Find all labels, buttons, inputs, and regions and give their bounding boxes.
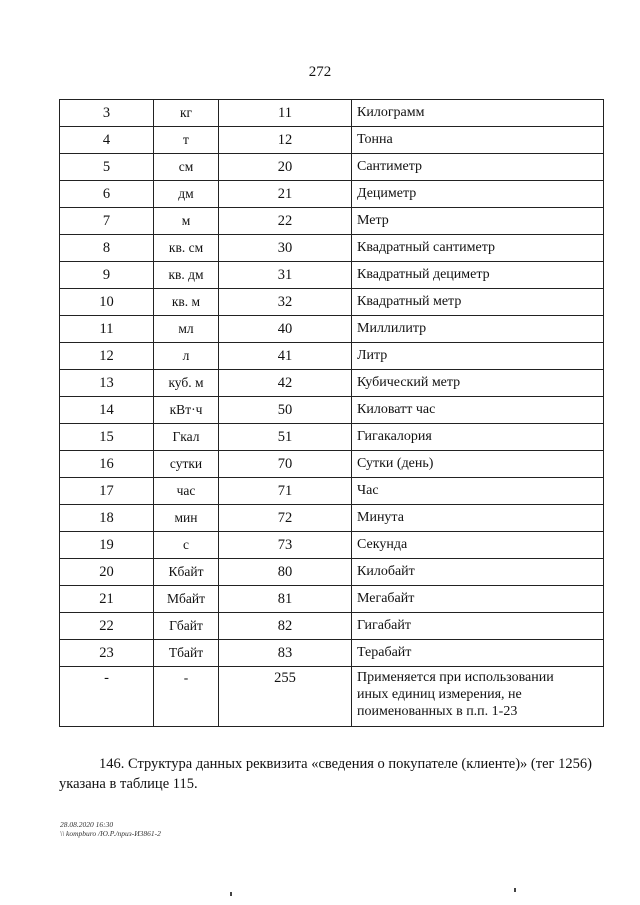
table-row: [60, 505, 604, 532]
footer-timestamp: 28.08.2020 16:30: [60, 820, 114, 829]
unit-code-cell: 80: [219, 559, 352, 586]
unit-name-cell: Киловатт час: [352, 397, 604, 424]
unit-code-cell: 70: [219, 451, 352, 478]
unit-code-cell: 83: [219, 640, 352, 667]
unit-symbol-cell: Гбайт: [154, 613, 219, 640]
unit-symbol-cell: мин: [154, 505, 219, 532]
unit-symbol-cell: л: [154, 343, 219, 370]
row-number-cell: 7: [60, 208, 154, 235]
unit-symbol-cell: куб. м: [154, 370, 219, 397]
unit-code-cell: 42: [219, 370, 352, 397]
unit-name-cell: Сантиметр: [352, 154, 604, 181]
row-number-cell: 16: [60, 451, 154, 478]
unit-code-cell: 72: [219, 505, 352, 532]
table-row: [60, 127, 604, 154]
unit-name-cell: Тонна: [352, 127, 604, 154]
unit-code-cell: 50: [219, 397, 352, 424]
table-row: [60, 262, 604, 289]
unit-symbol-cell: кв. дм: [154, 262, 219, 289]
unit-symbol-cell: кВт·ч: [154, 397, 219, 424]
unit-symbol-cell: см: [154, 154, 219, 181]
unit-symbol-cell: Гкал: [154, 424, 219, 451]
scan-mark: [514, 888, 516, 892]
paragraph-line: указана в таблице 115.: [59, 776, 198, 792]
unit-name-cell: Сутки (день): [352, 451, 604, 478]
unit-name-cell: Гигакалория: [352, 424, 604, 451]
unit-symbol-cell: дм: [154, 181, 219, 208]
unit-symbol-cell: -: [154, 667, 219, 727]
table-row: [60, 451, 604, 478]
unit-name-cell: Литр: [352, 343, 604, 370]
row-number-cell: 15: [60, 424, 154, 451]
row-number-cell: 10: [60, 289, 154, 316]
unit-symbol-cell: мл: [154, 316, 219, 343]
table-row: [60, 478, 604, 505]
unit-code-cell: 73: [219, 532, 352, 559]
row-number-cell: 14: [60, 397, 154, 424]
unit-symbol-cell: м: [154, 208, 219, 235]
table-row: [60, 343, 604, 370]
unit-name-cell: Кубический метр: [352, 370, 604, 397]
paragraph-line: 146. Структура данных реквизита «сведения о покупателе (клиенте)» (тег 1256): [99, 756, 592, 772]
row-number-cell: 3: [60, 100, 154, 127]
row-number-cell: 17: [60, 478, 154, 505]
units-table: [59, 99, 604, 727]
footer-file-path: \\ kompburo /Ю.Р./приз-И3861-2: [60, 829, 161, 838]
unit-symbol-cell: Мбайт: [154, 586, 219, 613]
unit-symbol-cell: Тбайт: [154, 640, 219, 667]
row-number-cell: 4: [60, 127, 154, 154]
unit-code-cell: 255: [219, 667, 352, 727]
unit-name-line: иных единиц измерения, не: [357, 687, 522, 702]
table-row: [60, 181, 604, 208]
row-number-cell: 21: [60, 586, 154, 613]
unit-name-cell: Килобайт: [352, 559, 604, 586]
row-number-cell: 13: [60, 370, 154, 397]
unit-symbol-cell: час: [154, 478, 219, 505]
table-row: [60, 424, 604, 451]
table-row: [60, 208, 604, 235]
unit-code-cell: 12: [219, 127, 352, 154]
row-number-cell: 5: [60, 154, 154, 181]
unit-name-cell: Квадратный сантиметр: [352, 235, 604, 262]
unit-code-cell: 71: [219, 478, 352, 505]
table-row: [60, 289, 604, 316]
row-number-cell: 6: [60, 181, 154, 208]
table-row: [60, 154, 604, 181]
unit-name-cell: Метр: [352, 208, 604, 235]
unit-code-cell: 31: [219, 262, 352, 289]
scan-mark: [230, 892, 232, 896]
table-row: [60, 559, 604, 586]
unit-name-cell: Гигабайт: [352, 613, 604, 640]
row-number-cell: 22: [60, 613, 154, 640]
unit-name-cell: Терабайт: [352, 640, 604, 667]
unit-symbol-cell: кг: [154, 100, 219, 127]
unit-code-cell: 20: [219, 154, 352, 181]
unit-code-cell: 21: [219, 181, 352, 208]
table-row: [60, 532, 604, 559]
unit-name-cell: Миллилитр: [352, 316, 604, 343]
unit-code-cell: 22: [219, 208, 352, 235]
unit-name-cell: Секунда: [352, 532, 604, 559]
unit-name-cell: Дециметр: [352, 181, 604, 208]
table-row: [60, 397, 604, 424]
row-number-cell: 12: [60, 343, 154, 370]
row-number-cell: 11: [60, 316, 154, 343]
unit-code-cell: 82: [219, 613, 352, 640]
unit-code-cell: 81: [219, 586, 352, 613]
row-number-cell: -: [60, 667, 154, 727]
row-number-cell: 9: [60, 262, 154, 289]
table-row-other-units: [60, 667, 604, 727]
unit-name-cell: Мегабайт: [352, 586, 604, 613]
unit-symbol-cell: сутки: [154, 451, 219, 478]
document-footer: [60, 820, 161, 838]
table-row: [60, 613, 604, 640]
unit-symbol-cell: т: [154, 127, 219, 154]
unit-name-cell: Час: [352, 478, 604, 505]
unit-name-cell: Квадратный метр: [352, 289, 604, 316]
page-number: 272: [308, 64, 332, 80]
unit-symbol-cell: с: [154, 532, 219, 559]
unit-name-cell: Килограмм: [352, 100, 604, 127]
table-row: [60, 235, 604, 262]
unit-code-cell: 32: [219, 289, 352, 316]
unit-symbol-cell: кв. м: [154, 289, 219, 316]
unit-code-cell: 11: [219, 100, 352, 127]
row-number-cell: 19: [60, 532, 154, 559]
unit-name-cell: [352, 667, 604, 727]
row-number-cell: 23: [60, 640, 154, 667]
unit-symbol-cell: кв. см: [154, 235, 219, 262]
units-table-body: [60, 100, 604, 727]
table-row: [60, 100, 604, 127]
unit-name-line: поименованных в п.п. 1-23: [357, 704, 518, 719]
row-number-cell: 18: [60, 505, 154, 532]
table-row: [60, 586, 604, 613]
section-paragraph: [59, 754, 607, 794]
unit-code-cell: 51: [219, 424, 352, 451]
table-row: [60, 316, 604, 343]
unit-name-line: Применяется при использовании: [357, 670, 554, 685]
unit-code-cell: 30: [219, 235, 352, 262]
unit-name-cell: Квадратный дециметр: [352, 262, 604, 289]
unit-code-cell: 41: [219, 343, 352, 370]
row-number-cell: 8: [60, 235, 154, 262]
table-row: [60, 370, 604, 397]
table-row: [60, 640, 604, 667]
row-number-cell: 20: [60, 559, 154, 586]
unit-name-cell: Минута: [352, 505, 604, 532]
unit-symbol-cell: Кбайт: [154, 559, 219, 586]
unit-code-cell: 40: [219, 316, 352, 343]
